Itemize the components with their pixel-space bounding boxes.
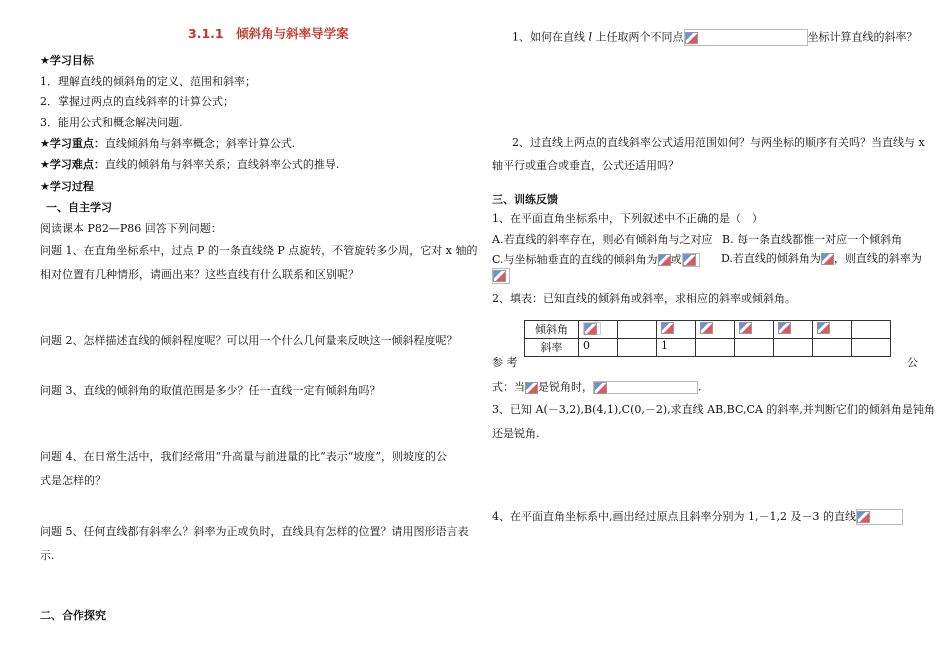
- table-cell: 0: [579, 339, 618, 357]
- focus-label: ★学习重点：: [40, 137, 105, 150]
- table-header-angle: 倾斜角: [525, 321, 579, 339]
- formula-image-box: [593, 381, 698, 394]
- reference-end: 公: [907, 356, 918, 369]
- formula-image-icon: [817, 322, 830, 334]
- table-cell: [696, 339, 735, 357]
- formula-image-icon: [683, 254, 696, 266]
- table-cell: [735, 339, 774, 357]
- question-5-line-1: 问题 5、任何直线都有斜率么？斜率为正或负时，直线具有怎样的位置？请用图形语言表: [40, 525, 469, 538]
- formula-image-box: [684, 29, 808, 46]
- page-title: 3.1.1 倾斜角与斜率导学案: [188, 26, 349, 41]
- table-header-slope: 斜率: [525, 339, 579, 357]
- option-d-text-b: ，则直线的斜率为: [833, 252, 922, 265]
- option-d-text-a: D.若直线的倾斜角为: [721, 252, 821, 265]
- question-1-line-2: 相对位置有几种情形，请画出来？这些直线有什么联系和区别呢？: [40, 268, 359, 281]
- exercise-1-option-a: A.若直线的斜率存在，则必有倾斜角与之对应: [492, 233, 713, 246]
- formula-image-box: [682, 253, 700, 267]
- exercise-1-option-b: B. 每一条直线都惟一对应一个倾斜角: [722, 233, 903, 246]
- angle-slope-table: [524, 320, 891, 357]
- question-2: 问题 2、怎样描述直线的倾斜程度呢？可以用一个什么几何量来反映这一倾斜程度呢？: [40, 334, 458, 347]
- goal-item-1: 1．理解直线的倾斜角的定义、范围和斜率；: [40, 75, 256, 88]
- table-row: [525, 321, 891, 339]
- formula-image-box: [856, 509, 903, 525]
- goals-heading: ★学习目标: [40, 54, 94, 67]
- table-cell: [852, 321, 891, 339]
- question-3: 问题 3、直线的倾斜角的取值范围是多少？任一直线一定有倾斜角吗？: [40, 384, 381, 397]
- table-cell: [618, 339, 657, 357]
- question-5-line-2: 示.: [40, 549, 55, 562]
- formula-image-box: [583, 322, 601, 335]
- formula-image-icon: [584, 323, 597, 335]
- focus-line: [40, 138, 295, 149]
- table-cell: [774, 339, 813, 357]
- table-cell: [813, 339, 852, 357]
- difficulty-text: 直线的倾斜角与斜率关系；直线斜率公式的推导.: [104, 158, 340, 171]
- exercise-4-text: 4、在平面直角坐标系中,画出经过原点且斜率分别为 1,－1,2 及－3 的直线: [492, 510, 856, 523]
- table-cell: [735, 321, 774, 339]
- question-4-line-1: 问题 4、在日常生活中，我们经常用“升高量与前进量的比”表示“坡度”，则坡度的公: [40, 450, 447, 463]
- table-cell: [657, 321, 696, 339]
- formula-text-a: 式：当: [492, 380, 525, 394]
- formula-image-icon: [658, 254, 671, 266]
- rq1-text-c: 坐标计算直线的斜率？: [807, 30, 918, 44]
- exercise-1-answer-box: [492, 268, 510, 284]
- formula-line: [492, 381, 702, 394]
- formula-end: .: [698, 380, 702, 394]
- section-2-heading: 二、合作探究: [40, 609, 106, 622]
- rq1-text-b: 上任取两个不同点: [595, 30, 684, 44]
- exercise-1-option-d: [721, 253, 922, 265]
- formula-image-icon: [739, 322, 752, 334]
- difficulty-label: ★学习难点：: [40, 158, 105, 171]
- formula-image-icon: [685, 32, 698, 44]
- goal-item-3: 3．能用公式和概念解决问题.: [40, 116, 183, 129]
- right-question-2-line-2: 轴平行或重合或垂直，公式还适用吗？: [492, 159, 679, 172]
- table-cell: 1: [657, 339, 696, 357]
- section-3-heading: 三、训练反馈: [492, 193, 558, 206]
- rq1-text-a: 1、如何在直线: [512, 30, 585, 44]
- option-c-or: 或: [670, 253, 682, 266]
- question-1-line-1: 问题 1、在直角坐标系中，过点 P 的一条直线绕 P 点旋转，不管旋转多少周，它对 x 轴的: [40, 244, 478, 257]
- formula-image-icon: [857, 511, 870, 523]
- difficulty-line: [40, 159, 339, 170]
- reference-label: 参 考: [492, 356, 518, 369]
- exercise-3-line-1: 3、已知 A(－3,2),B(4,1),C(0,－2),求直线 AB,BC,CA 的斜率,并判断它们的倾斜角是钝角: [492, 403, 935, 416]
- formula-image-icon: [778, 322, 791, 334]
- exercise-4: [492, 509, 903, 525]
- table-cell: [852, 339, 891, 357]
- focus-text: 直线倾斜角与斜率概念；斜率计算公式.: [104, 137, 296, 150]
- formula-image-box: [492, 268, 510, 284]
- right-question-1: [512, 29, 918, 46]
- table-cell: [579, 321, 618, 339]
- table-cell: [813, 321, 852, 339]
- right-question-2-line-1: 2、过直线上两点的直线斜率公式适用范围如何？与两坐标的顺序有关吗？当直线与 x: [512, 136, 925, 149]
- option-c-text: C.与坐标轴垂直的直线的倾斜角为: [492, 253, 658, 266]
- goal-item-2: 2．掌握过两点的直线斜率的计算公式；: [40, 95, 234, 108]
- table-cell: [696, 321, 735, 339]
- exercise-2: 2、填表：已知直线的倾斜角或斜率，求相应的斜率或倾斜角。: [492, 292, 796, 305]
- formula-image-icon: [661, 322, 674, 334]
- question-4-line-2: 式是怎样的？: [40, 474, 106, 487]
- formula-image-icon: [700, 322, 713, 334]
- exercise-1-option-c: [492, 253, 700, 267]
- exercise-3-line-2: 还是锐角.: [492, 427, 540, 440]
- process-heading: ★学习过程: [40, 180, 94, 193]
- formula-text-b: 是锐角时，: [538, 380, 593, 394]
- line-l-symbol: l: [588, 30, 593, 44]
- formula-image-icon: [493, 270, 506, 282]
- table-cell: [774, 321, 813, 339]
- table-row: [525, 339, 891, 357]
- table-cell: [618, 321, 657, 339]
- formula-image-icon: [821, 253, 834, 265]
- formula-image-icon: [594, 382, 607, 394]
- formula-image-icon: [525, 382, 538, 394]
- section-1-heading: 一、自主学习: [46, 201, 112, 214]
- reading-instruction: 阅读课本 P82—P86 回答下列问题：: [40, 222, 222, 235]
- exercise-1: 1、在平面直角坐标系中，下列叙述中不正确的是（ ）: [492, 212, 763, 225]
